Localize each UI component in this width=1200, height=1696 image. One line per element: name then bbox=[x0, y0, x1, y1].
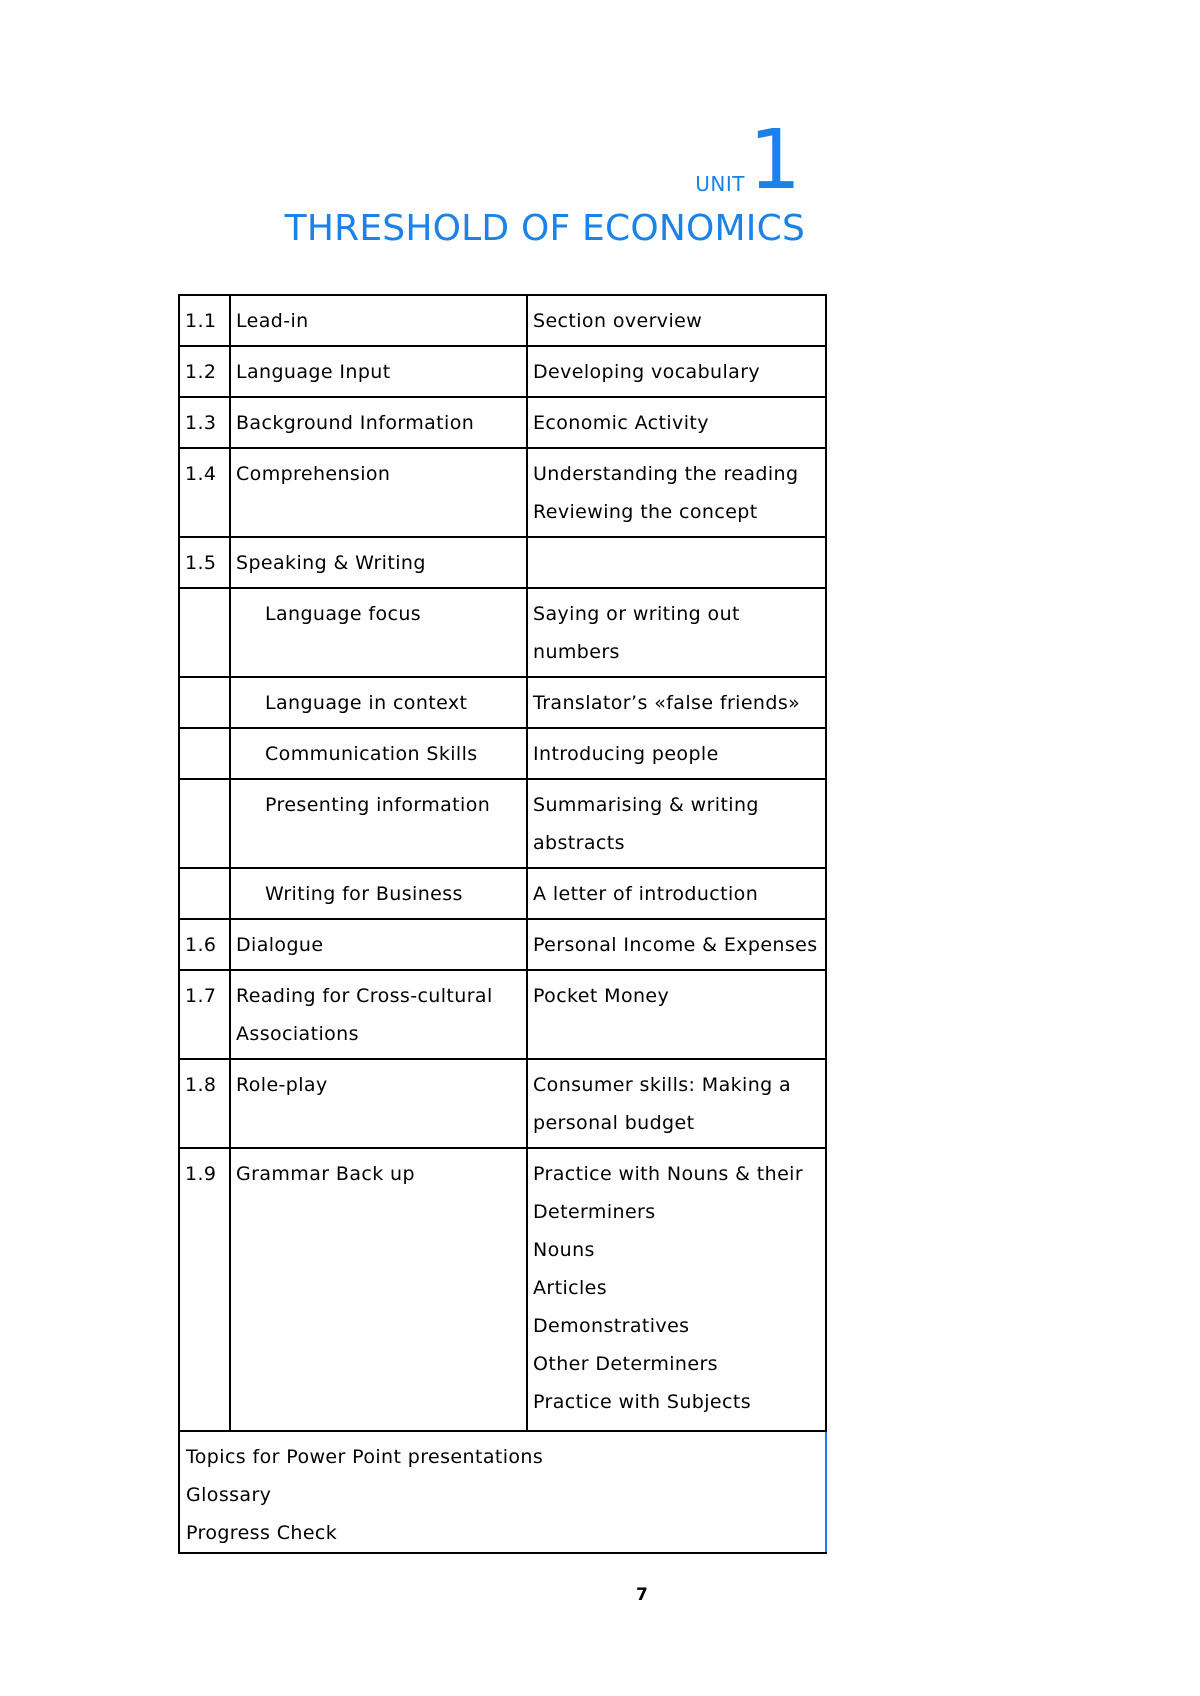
section-number-cell bbox=[179, 1059, 230, 1148]
page-number: 7 bbox=[636, 1585, 648, 1605]
section-number: 1.2 bbox=[185, 361, 217, 383]
section-description-cell bbox=[527, 919, 826, 970]
section-description: Reviewing the concept bbox=[533, 501, 758, 523]
section-description: Consumer skills: Making a bbox=[533, 1074, 792, 1096]
section-title-cell bbox=[230, 1059, 527, 1148]
section-number-cell bbox=[179, 919, 230, 970]
section-description: Articles bbox=[533, 1277, 608, 1299]
section-number-cell bbox=[179, 397, 230, 448]
footer-item: Topics for Power Point presentations bbox=[186, 1446, 544, 1468]
section-description: Saying or writing out bbox=[533, 603, 740, 625]
section-description: A letter of introduction bbox=[533, 883, 759, 905]
section-number: 1.3 bbox=[185, 412, 217, 434]
section-number-cell bbox=[179, 588, 230, 677]
section-number: 1.1 bbox=[185, 310, 217, 332]
contents-table bbox=[178, 294, 827, 1554]
section-description-cell bbox=[527, 677, 826, 728]
section-title: Speaking & Writing bbox=[236, 552, 426, 574]
section-description: Demonstratives bbox=[533, 1315, 690, 1337]
section-number-cell bbox=[179, 346, 230, 397]
section-title: Language focus bbox=[265, 603, 422, 625]
section-description-cell bbox=[527, 970, 826, 1059]
section-title-cell bbox=[230, 537, 527, 588]
section-description-cell bbox=[527, 346, 826, 397]
table-row bbox=[179, 970, 826, 1059]
section-description: abstracts bbox=[533, 832, 625, 854]
footer-item: Progress Check bbox=[186, 1522, 338, 1544]
section-title-cell bbox=[230, 868, 527, 919]
section-title: Communication Skills bbox=[265, 743, 478, 765]
section-number-cell bbox=[179, 295, 230, 346]
section-title-cell bbox=[230, 779, 527, 868]
section-number-cell bbox=[179, 779, 230, 868]
section-title-cell bbox=[230, 677, 527, 728]
section-number: 1.9 bbox=[185, 1163, 217, 1185]
unit-title: THRESHOLD OF ECONOMICS bbox=[284, 208, 805, 249]
table-row bbox=[179, 779, 826, 868]
unit-header bbox=[240, 113, 805, 250]
section-number: 1.7 bbox=[185, 985, 217, 1007]
section-title: Dialogue bbox=[236, 934, 324, 956]
section-description: Section overview bbox=[533, 310, 703, 332]
section-number: 1.5 bbox=[185, 552, 217, 574]
section-description-cell bbox=[527, 397, 826, 448]
section-title: Reading for Cross-cultural bbox=[236, 985, 493, 1007]
table-row bbox=[179, 1059, 826, 1148]
section-description: Other Determiners bbox=[533, 1353, 718, 1375]
footer-cell bbox=[179, 1431, 826, 1553]
table-row bbox=[179, 1148, 826, 1431]
table-row bbox=[179, 346, 826, 397]
table-row bbox=[179, 537, 826, 588]
section-description: Developing vocabulary bbox=[533, 361, 761, 383]
section-title: Language Input bbox=[236, 361, 391, 383]
section-number-cell bbox=[179, 728, 230, 779]
section-number: 1.8 bbox=[185, 1074, 217, 1096]
section-number-cell bbox=[179, 537, 230, 588]
section-title-cell bbox=[230, 1148, 527, 1431]
table-row bbox=[179, 677, 826, 728]
table-row bbox=[179, 295, 826, 346]
section-number-cell bbox=[179, 970, 230, 1059]
footer-row bbox=[179, 1431, 826, 1553]
unit-number: 1 bbox=[748, 113, 801, 208]
section-title-cell bbox=[230, 346, 527, 397]
table-row bbox=[179, 919, 826, 970]
section-description: Practice with Subjects bbox=[533, 1391, 752, 1413]
section-number: 1.4 bbox=[185, 463, 217, 485]
table-row bbox=[179, 728, 826, 779]
section-description: Nouns bbox=[533, 1239, 595, 1261]
section-title: Language in context bbox=[265, 692, 468, 714]
section-description: Translator’s «false friends» bbox=[533, 692, 801, 714]
section-description-cell bbox=[527, 1148, 826, 1431]
contents-table-body bbox=[179, 295, 826, 1553]
section-title: Presenting information bbox=[265, 794, 491, 816]
section-title: Grammar Back up bbox=[236, 1163, 415, 1185]
section-description-cell bbox=[527, 728, 826, 779]
section-title: Lead-in bbox=[236, 310, 309, 332]
section-title-cell bbox=[230, 970, 527, 1059]
table-row bbox=[179, 868, 826, 919]
section-title-cell bbox=[230, 728, 527, 779]
section-title-cell bbox=[230, 448, 527, 537]
section-title-cell bbox=[230, 397, 527, 448]
footer-item: Glossary bbox=[186, 1484, 272, 1506]
table-row bbox=[179, 397, 826, 448]
section-description-cell bbox=[527, 588, 826, 677]
section-title: Associations bbox=[236, 1023, 359, 1045]
section-description: Pocket Money bbox=[533, 985, 670, 1007]
section-number-cell bbox=[179, 448, 230, 537]
section-number-cell bbox=[179, 677, 230, 728]
table-row bbox=[179, 588, 826, 677]
section-number-cell bbox=[179, 1148, 230, 1431]
section-description-cell bbox=[527, 868, 826, 919]
section-description: Practice with Nouns & their bbox=[533, 1163, 804, 1185]
section-title: Comprehension bbox=[236, 463, 391, 485]
section-description-cell bbox=[527, 779, 826, 868]
section-title-cell bbox=[230, 588, 527, 677]
section-title: Writing for Business bbox=[265, 883, 463, 905]
section-number-cell bbox=[179, 868, 230, 919]
section-number: 1.6 bbox=[185, 934, 217, 956]
section-description: numbers bbox=[533, 641, 620, 663]
section-title: Role-play bbox=[236, 1074, 328, 1096]
section-description: personal budget bbox=[533, 1112, 695, 1134]
section-description-cell bbox=[527, 448, 826, 537]
section-description: Economic Activity bbox=[533, 412, 709, 434]
section-description: Summarising & writing bbox=[533, 794, 759, 816]
section-title: Background Information bbox=[236, 412, 475, 434]
section-description-cell bbox=[527, 1059, 826, 1148]
unit-label: UNIT bbox=[695, 172, 745, 196]
section-description: Understanding the reading bbox=[533, 463, 799, 485]
section-title-cell bbox=[230, 919, 527, 970]
section-description: Determiners bbox=[533, 1201, 656, 1223]
table-row bbox=[179, 448, 826, 537]
section-description: Personal Income & Expenses bbox=[533, 934, 818, 956]
section-description: Introducing people bbox=[533, 743, 719, 765]
section-description-cell bbox=[527, 295, 826, 346]
section-title-cell bbox=[230, 295, 527, 346]
section-description-cell bbox=[527, 537, 826, 588]
